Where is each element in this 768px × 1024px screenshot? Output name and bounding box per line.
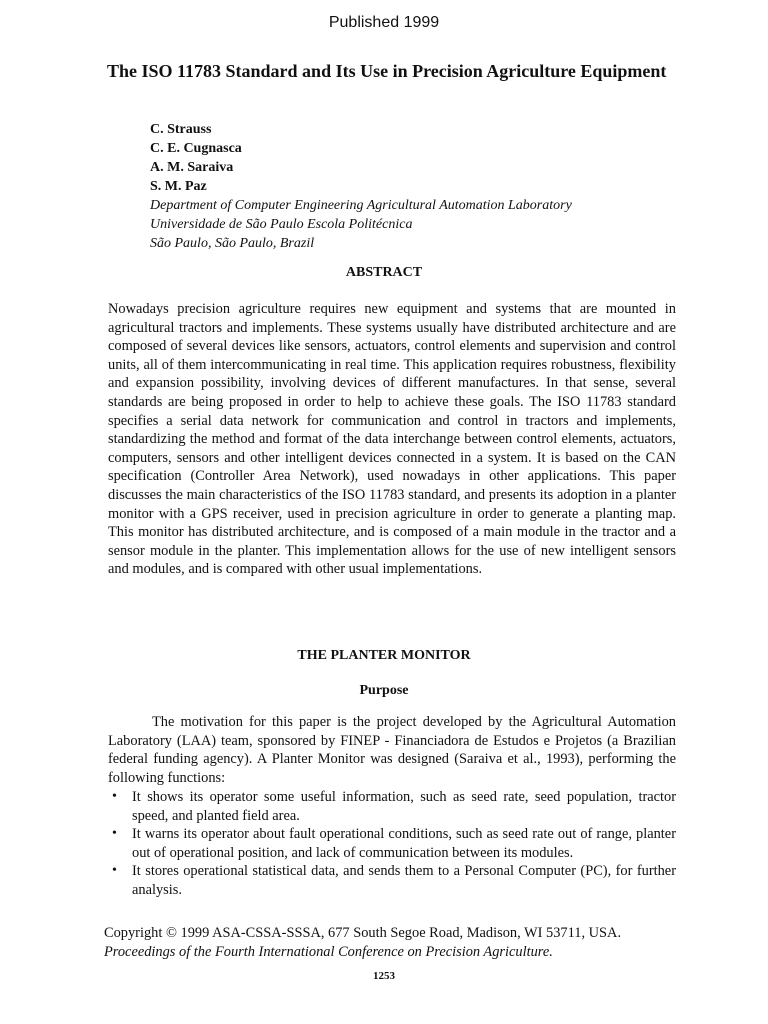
intro-paragraph: The motivation for this paper is the project developed by the Agricultural Automation Laboratory (LAA) team, sponsored by FINEP - Financiadora de Estudos e Projetos (a Brazilian federal funding agency). A Planter Monitor was designed (Saraiva et al., 1993), performing the following functions: (108, 714, 676, 786)
paper-title: The ISO 11783 Standard and Its Use in Precision Agriculture Equipment (107, 61, 667, 81)
section-heading: THE PLANTER MONITOR (297, 648, 471, 663)
abstract-text: Nowadays precision agriculture requires new equipment and systems that are mounted in agricultural tractors and implements. These systems usually have distributed architecture and are composed of several devices like sensors, actuators, control elements and supervision and control units, all of them intercommunicating in real time. This application requires robustness, flexibility and expansion possibility, involving devices of different manufactures. In that sense, several standards are being proposed in order to help to achieve these goals. The ISO 11783 standard specifies a serial data network for communication and control in tractors and implements, standardizing the method and format of the data interchange between control elements, actuators, computers, sensors and other intelligent devices connected in a system. It is based on the CAN specification (Controller Area Network), used nowadays in other applications. This paper discusses the main characteristics of the ISO 11783 standard, and presents its adoption in a planter monitor with a GPS receiver, used in precision agriculture in order to generate a planting map. This monitor has distributed architecture, and is composed of a main module in the tractor and a sensor module in the planter. This implementation allows for the use of new intelligent sensors and modules, and is compared with other usual implementations. (108, 301, 676, 578)
copyright-text: Copyright © 1999 ASA-CSSA-SSSA, 677 South Segoe Road, Madison, WI 53711, USA. (104, 925, 622, 941)
author: A. M. Saraiva (150, 160, 234, 175)
list-item-text: It stores operational statistical data, and sends them to a Personal Computer (PC), for further analysis. (132, 863, 676, 898)
abstract-heading: ABSTRACT (345, 265, 423, 280)
affiliation-line: Department of Computer Engineering Agricultural Automation Laboratory (150, 198, 572, 213)
author: C. Strauss (150, 122, 212, 137)
bullet-icon: • (112, 863, 117, 879)
function-list (108, 788, 676, 900)
list-item (108, 825, 676, 862)
subsection-heading: Purpose (359, 683, 409, 698)
author: C. E. Cugnasca (150, 141, 242, 156)
authors-block (150, 120, 710, 253)
affiliation-line: Universidade de São Paulo Escola Politécnica (150, 217, 413, 232)
affiliation-line: São Paulo, São Paulo, Brazil (150, 236, 315, 251)
bullet-icon: • (112, 826, 117, 842)
page-number: 1253 (373, 970, 395, 982)
published-label: Published 1999 (328, 14, 440, 31)
journal-name: Proceedings of the Fourth International Conference on Precision Agriculture. (104, 944, 553, 960)
list-item-text: It shows its operator some useful information, such as seed rate, seed population, tractor speed, and planted field area. (132, 789, 676, 824)
list-item-text: It warns its operator about fault operational conditions, such as seed rate out of range, planter out of operational position, and lack of communication between its modules. (132, 826, 676, 861)
copyright-notice (104, 924, 684, 962)
list-item (108, 862, 676, 899)
author: S. M. Paz (150, 179, 207, 194)
list-item (108, 788, 676, 825)
bullet-icon: • (112, 789, 117, 804)
